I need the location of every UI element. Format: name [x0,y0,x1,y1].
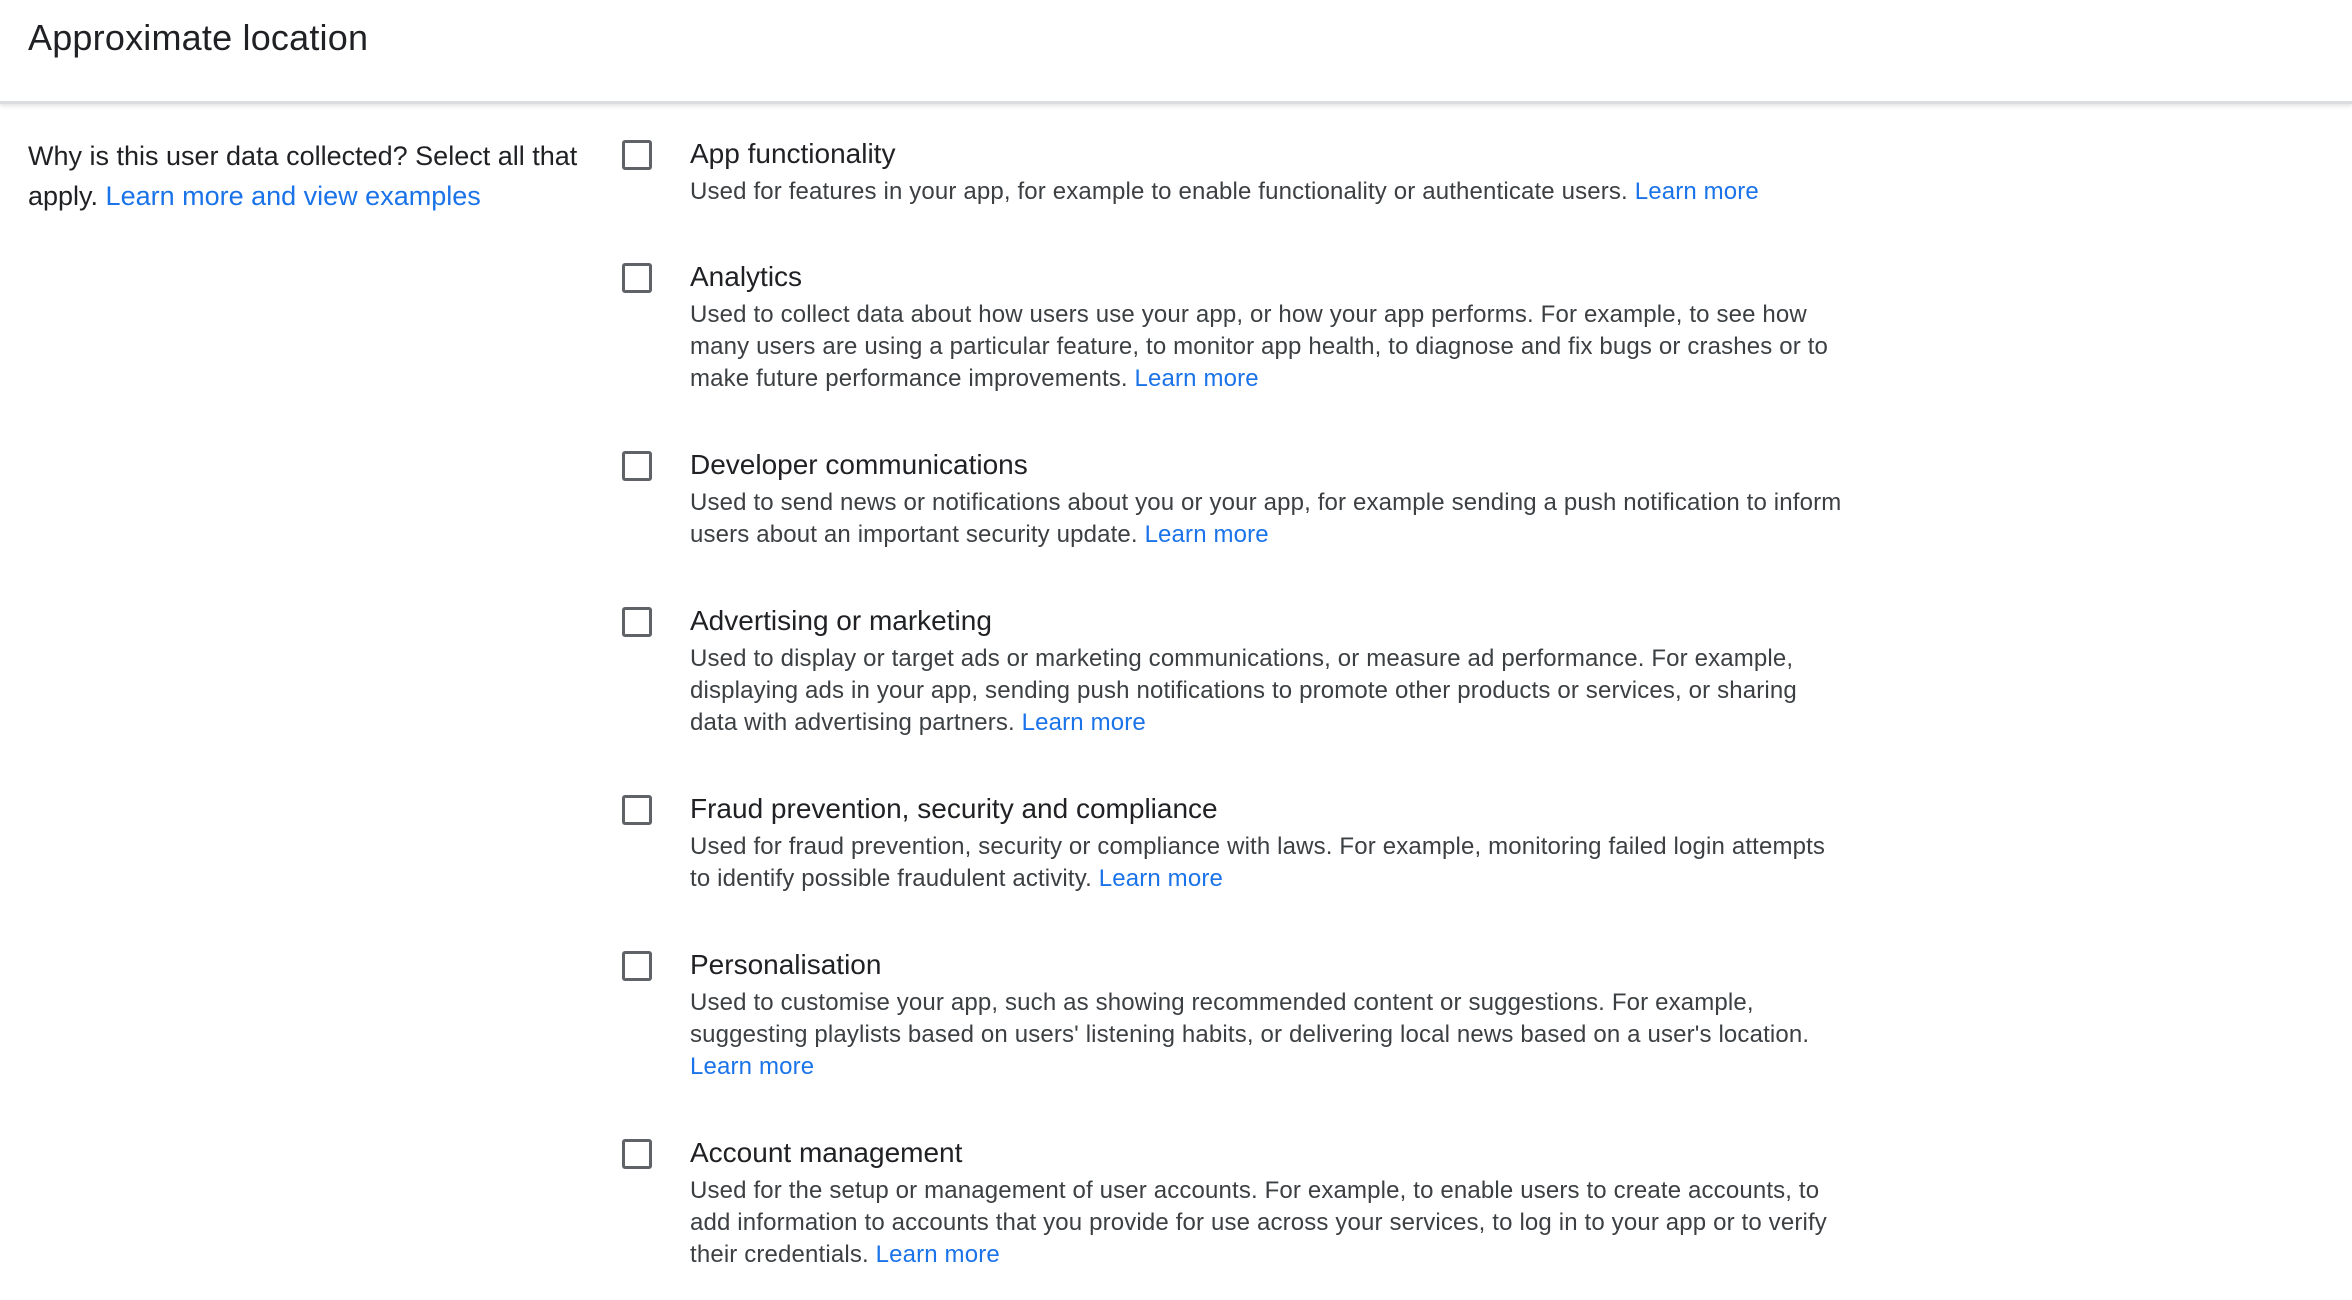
option-description [690,299,1850,395]
option-description [690,831,1850,895]
option-description [690,643,1850,739]
learn-more-link[interactable]: Learn more [1134,365,1259,392]
checkbox-developer-communications[interactable] [622,451,652,481]
collection-prompt [28,136,588,216]
option-label: Account management [690,1137,963,1168]
option-label: Personalisation [690,949,882,980]
learn-more-link[interactable]: Learn more [1634,178,1759,205]
checkbox-personalisation[interactable] [622,951,652,981]
learn-more-link[interactable]: Learn more [875,1241,1000,1268]
option-description [690,987,1850,1083]
option-label: Fraud prevention, security and compliance [690,793,1218,824]
learn-more-examples-link[interactable]: Learn more and view examples [105,181,481,211]
prompt-text: Why is this user data collected? Select all that apply. [28,141,578,211]
description-text: Used to customise your app, such as showing recommended content or suggestions. For example, suggesting playlists based on users' listening habits, or delivering local news based on a user's location. [690,989,1810,1048]
checkbox-analytics[interactable] [622,263,652,293]
option-label: Developer communications [690,449,1028,480]
checkbox-app-functionality[interactable] [622,140,652,170]
description-text: Used for features in your app, for example to enable functionality or authenticate users. [690,178,1635,205]
option-label: App functionality [690,138,896,169]
option-label: Advertising or marketing [690,605,992,636]
description-text: Used for the setup or management of user accounts. For example, to enable users to create accounts, to add information to accounts that you provide for use across your services, to log in to your app or to verify their credentials. [690,1177,1827,1268]
option-label: Analytics [690,261,803,292]
option-description [690,176,1850,208]
checkbox-account-management[interactable] [622,1139,652,1169]
option-description [690,487,1850,551]
description-text: Used to display or target ads or marketing communications, or measure ad performance. For example, displaying ads in your app, sending push notifications to promote other products or services, or sharing data with advertising partners. [690,645,1797,736]
description-text: Used for fraud prevention, security or compliance with laws. For example, monitoring failed login attempts to identify possible fraudulent activity. [690,833,1826,892]
page-header [0,0,2352,104]
checkbox-fraud-prevention[interactable] [622,795,652,825]
description-text: Used to send news or notifications about you or your app, for example sending a push notification to inform users about an important security update. [690,489,1842,548]
description-text: Used to collect data about how users use your app, or how your app performs. For example, to see how many users are using a particular feature, to monitor app health, to diagnose and fix bugs or crashes or to make future performance improvements. [690,301,1829,392]
learn-more-link[interactable]: Learn more [1021,709,1146,736]
learn-more-link[interactable]: Learn more [1098,865,1223,892]
learn-more-link[interactable]: Learn more [1144,521,1269,548]
checkbox-advertising-marketing[interactable] [622,607,652,637]
page-title: Approximate location [28,17,369,58]
option-description [690,1175,1850,1271]
learn-more-link[interactable]: Learn more [690,1053,815,1080]
